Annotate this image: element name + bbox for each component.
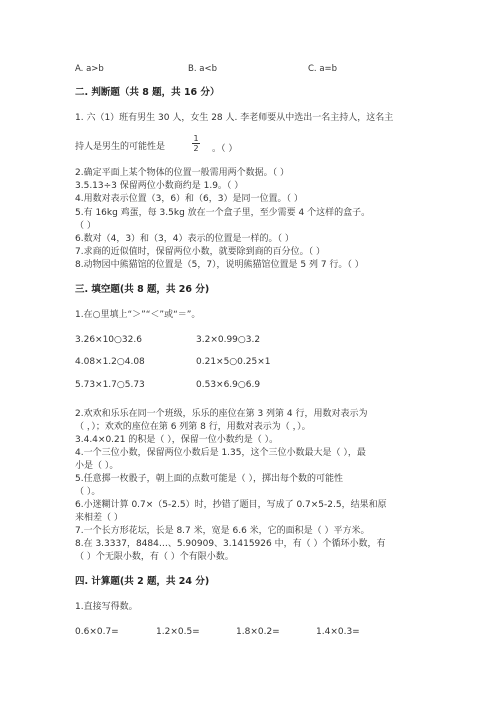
judgment-q1-line1: 1. 六（1）班有男生 30 人，女生 28 人. 李老师要从中选出一名主持人，这名主: [75, 113, 394, 123]
option-b: B. a<b: [188, 64, 217, 74]
judgment-q3: 3.5.13÷3 保留两位小数商约是 1.9。（ ）: [75, 181, 244, 191]
fill-q2-line2: （ ，）；欢欢的座位在第 6 列第 8 行，用数对表示为（ ，）。: [75, 422, 311, 432]
fraction-numerator: 1: [193, 134, 199, 143]
compare-row1-left: 3.26×10○32.6: [75, 335, 142, 345]
compare-row2-right: 0.21×5○0.25×1: [196, 357, 271, 367]
fill-q4-line1: 4.一个三位小数，保留两位小数后是 1.35，这个三位小数最大是（ ），最: [75, 448, 366, 458]
fill-q4-line2: 小是（ ）。: [75, 461, 119, 471]
calc-q1-intro: 1.直接写得数。: [75, 602, 138, 612]
calc-item-2: 1.2×0.5=: [156, 627, 200, 637]
fill-q6-line2: 来相差（ ）: [75, 513, 123, 523]
calc-item-1: 0.6×0.7=: [75, 627, 119, 637]
section-heading-fill-blank: 三. 填空题(共 8 题，共 26 分): [75, 284, 210, 295]
section-heading-judgment: 二. 判断题（共 8 题，共 16 分）: [75, 87, 220, 98]
judgment-q6: 6.数对（4，3）和（3，4）表示的位置是一样的。（ ）: [75, 234, 294, 244]
compare-row1-right: 3.2×0.99○3.2: [196, 335, 261, 345]
judgment-q7: 7.求商的近似值时，保留两位小数，就要除到商的百分位。（ ）: [75, 247, 325, 257]
fill-q5-line2: （ ）。: [75, 487, 101, 497]
judgment-q5-line2: （ ）: [75, 221, 96, 231]
section-heading-calculation: 四. 计算题(共 2 题，共 24 分): [75, 576, 210, 587]
judgment-q2: 2.确定平面上某个物体的位置一般需用两个数据。（ ）: [75, 168, 289, 178]
fill-q1-intro: 1.在○里填上“＞”“＜”或“＝”。: [75, 310, 201, 320]
fill-q6-line1: 6.小迷糊计算 0.7×（5-2.5）时，抄错了题目，写成了 0.7×5-2.5，结果和原: [75, 500, 387, 510]
option-a: A. a>b: [75, 64, 104, 74]
judgment-q1-prefix: 持人是男生的可能性是: [75, 142, 166, 152]
fill-q2-line1: 2.欢欢和乐乐在同一个班级，乐乐的座位在第 3 列第 4 行，用数对表示为: [75, 409, 368, 419]
compare-row3-right: 0.53×6.9○6.9: [196, 380, 261, 390]
fill-q7: 7.一个长方形花坛，长是 8.7 米，宽是 6.6 米，它的面积是（ ）平方米。: [75, 526, 370, 536]
judgment-q1-line2: [75, 141, 165, 153]
fraction-one-half: [192, 134, 200, 153]
judgment-q5-line1: 5.有 16kg 鸡蛋，每 3.5kg 放在一个盒子里，至少需要 4 个这样的盒子。: [75, 208, 371, 218]
compare-row2-left: 4.08×1.2○4.08: [75, 357, 145, 367]
fill-q8-line2: （ ）个无限小数，有（ ）个有限小数。: [75, 552, 234, 562]
fill-q3: 3.4.4×0.21 的积是（ ），保留一位小数约是（ ）。: [75, 435, 279, 445]
fraction-denominator: 2: [193, 144, 199, 153]
option-c: C. a=b: [308, 64, 338, 74]
fill-q8-line1: 8.在 3.3337，8484…、5.90909、3.1415926 中，有（ ）个循环小数，有: [75, 539, 386, 549]
judgment-q1-answer-blank: 。（ ）: [212, 144, 238, 154]
judgment-q4: 4.用数对表示位置（3，6）和（6，3）是同一位置。（ ）: [75, 194, 303, 204]
calc-item-4: 1.4×0.3=: [316, 627, 360, 637]
calc-item-3: 1.8×0.2=: [236, 627, 280, 637]
compare-row3-left: 5.73×1.7○5.73: [75, 380, 145, 390]
fill-q5-line1: 5.任意掷一枚骰子，朝上面的点数可能是（ ），掷出每个数的可能性: [75, 474, 343, 484]
judgment-q8: 8.动物园中熊猫馆的位置是（5，7），说明熊猫馆位置是 5 列 7 行。（ ）: [75, 260, 364, 270]
